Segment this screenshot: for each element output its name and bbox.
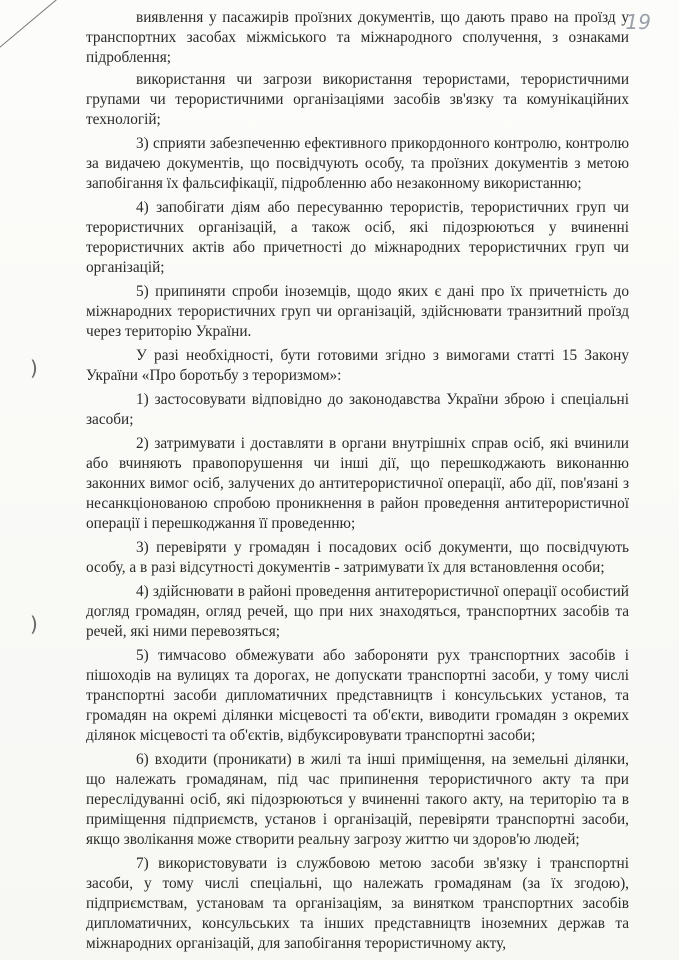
- paragraph: 4) запобігати діям або пересуванню терористів, терористичних груп чи терористичних організацій, а також осіб, які підозрюються у вчиненні терористичних актів або причетності до міжнародних терористичних груп чи організацій;: [86, 199, 629, 276]
- paragraph: 3) сприяти забезпеченню ефективного прикордонного контролю, контролю за видачею документів, що посвідчують особу, та проїзних документів з метою запобігання їх фальсифікації, підробленню або незаконному використанню;: [86, 135, 629, 192]
- paragraph: 5) припиняти спроби іноземців, щодо яких є дані про їх причетність до міжнародних терористичних груп чи організацій, здійснювати транзитний проїзд через територію України.: [86, 283, 629, 340]
- paragraph: 2) затримувати і доставляти в органи внутрішніх справ осіб, які вчинили або вчиняють правопорушення чи інші дії, що перешкоджають виконанню законних вимог осіб, залучених до антитерористичної операції, або дії, пов'язані з несанкціонованою спробою проникнення в район проведення антитерористичної операції і перешкоджання її проведенню;: [86, 435, 629, 532]
- paragraph: 4) здійснювати в районі проведення антитерористичної операції особистий догляд громадян, огляд речей, що при них знаходяться, транспортних засобів та речей, які ними перевозяться;: [86, 583, 629, 640]
- paragraph: використання чи загрози використання терористами, терористичними групами чи терористичними організаціями засобів зв'язку та комунікаційних технологій;: [86, 71, 629, 128]
- paragraph: виявлення у пасажирів проїзних документів, що дають право на проїзд у транспортних засобах міжміського та міжнародного сполучення, з ознаками підроблення;: [86, 9, 629, 66]
- paragraph: У разі необхідності, бути готовими згідно з вимогами статті 15 Закону України «Про боротьбу з тероризмом»:: [86, 347, 629, 384]
- paragraph: 3) перевіряти у громадян і посадових осіб документи, що посвідчують особу, а в разі відсутності документів - затримувати їх для встановлення особи;: [86, 539, 629, 576]
- margin-mark: ): [30, 612, 38, 636]
- page-number: 19: [625, 10, 651, 34]
- document-body: [86, 8, 629, 954]
- margin-mark: ): [30, 356, 38, 380]
- paragraph: 6) входити (проникати) в жилі та інші приміщення, на земельні ділянки, що належать громадянам, під час припинення терористичного акту та при переслідуванні осіб, які підозрюються у вчиненні такого акту, на територію та в приміщення підприємств, установ і організацій, перевіряти транспортні засоби, якщо зволікання може створити реальну загрозу життю чи здоров'ю людей;: [86, 751, 629, 848]
- fold-line: [0, 0, 82, 56]
- paragraph: 5) тимчасово обмежувати або забороняти рух транспортних засобів і пішоходів на вулицях та дорогах, не допускати транспортні засоби, у тому числі транспортні засоби дипломатичних представництв і консульських установ, та громадян на окремі ділянки місцевості та об'єкти, виводити громадян з окремих ділянок місцевості та об'єктів, відбуксировувати транспортні засоби;: [86, 647, 629, 744]
- paragraph: 7) використовувати із службовою метою засоби зв'язку і транспортні засоби, у тому числі спеціальні, що належать громадянам (за їх згодою), підприємствам, установам та організаціям, за винятком транспортних засобів дипломатичних, консульських та інших представництв іноземних держав та міжнародних організацій, для запобігання терористичному акту,: [86, 855, 629, 952]
- paragraph: 1) застосовувати відповідно до законодавства України зброю і спеціальні засоби;: [86, 391, 629, 428]
